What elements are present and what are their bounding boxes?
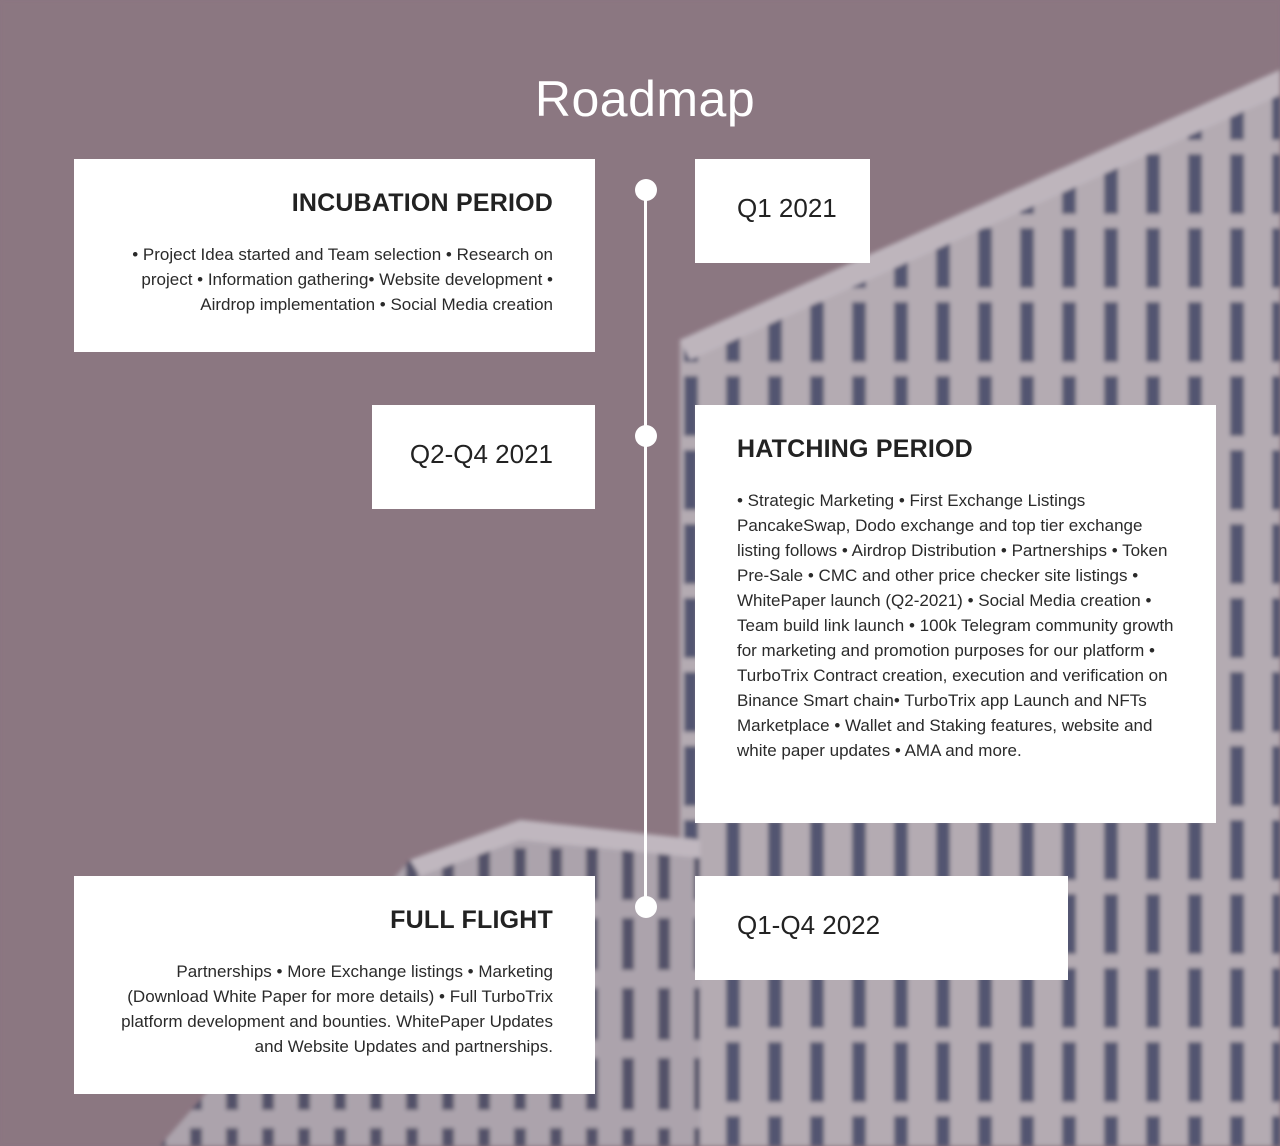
timeline-line xyxy=(644,190,647,908)
timeline-dot xyxy=(635,425,657,447)
stage-heading: INCUBATION PERIOD xyxy=(291,189,553,217)
stage-description: • Strategic Marketing • First Exchange Listings PancakeSwap, Dodo exchange and top tier exchange listing follows • Airdrop Distribution • Partnerships • Token Pre-Sale • CMC and other price checker site listings • WhitePaper launch (Q2-2021) • Social Media creation • Team build link launch • 100k Telegram community growth for marketing and promotion purposes for our platform • TurboTrix Contract creation, execution and verification on Binance Smart chain• TurboTrix app Launch and NFTs Marketplace • Wallet and Staking features, website and white paper updates • AMA and more. xyxy=(737,491,1174,760)
timeline-dot xyxy=(635,179,657,201)
stage-description: • Project Idea started and Team selection • Research on project • Information gathering• Website development • Airdrop implementation • Social Media creation xyxy=(132,245,553,314)
stage-heading: FULL FLIGHT xyxy=(390,906,553,934)
stage-date: Q2-Q4 2021 xyxy=(372,405,595,509)
stage-date: Q1 2021 xyxy=(695,159,870,263)
roadmap-card-incubation xyxy=(74,159,595,352)
roadmap-card-hatching xyxy=(695,405,1216,823)
page-title: Roadmap xyxy=(534,71,756,127)
stage-date: Q1-Q4 2022 xyxy=(695,876,1068,980)
roadmap-card-full-flight xyxy=(74,876,595,1094)
timeline-dot xyxy=(635,896,657,918)
stage-heading: HATCHING PERIOD xyxy=(737,435,973,463)
stage-description: Partnerships • More Exchange listings • Marketing (Download White Paper for more details) • Full TurboTrix platform development and bounties. WhitePaper Updates and Website Updates and partnerships. xyxy=(121,962,553,1056)
